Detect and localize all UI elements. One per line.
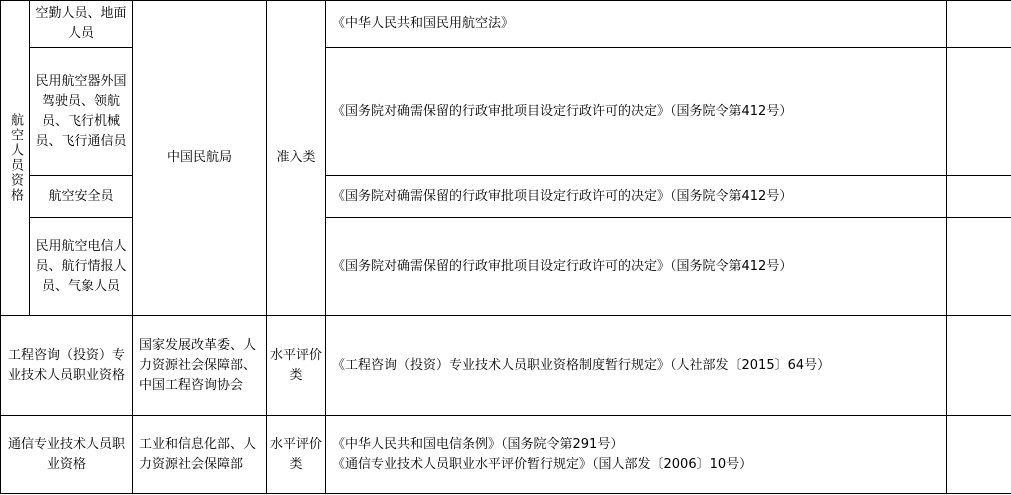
basis-line: 《通信专业技术人员职业水平评价暂行规定》（国人部发〔2006〕10号） — [332, 456, 753, 472]
category-title: 航空人员资格 — [8, 113, 23, 203]
qualification-name: 空勤人员、地面人员 — [30, 1, 133, 48]
remark-cell — [947, 48, 1011, 176]
remark-cell — [947, 316, 1011, 416]
qualification-name: 通信专业技术人员职业资格 — [1, 416, 133, 494]
remark-cell — [947, 416, 1011, 494]
category-cell — [1, 1, 30, 316]
qualification-name: 航空安全员 — [30, 176, 133, 218]
remark-cell — [947, 1, 1011, 48]
basis-line: 《中华人民共和国电信条例》（国务院令第291号） — [332, 436, 624, 452]
type-cell: 水平评价类 — [267, 316, 326, 416]
table-row — [1, 416, 1011, 494]
type-cell: 水平评价类 — [267, 416, 326, 494]
remark-cell — [947, 218, 1011, 316]
table-row — [1, 1, 1011, 48]
basis-cell: 《中华人民共和国民用航空法》 — [326, 1, 947, 48]
basis-cell: 《国务院对确需保留的行政审批项目设定行政许可的决定》（国务院令第412号） — [326, 48, 947, 176]
qualification-name: 民用航空电信人员、航行情报人员、气象人员 — [30, 218, 133, 316]
qualification-name: 民用航空器外国驾驶员、领航员、飞行机械员、飞行通信员 — [30, 48, 133, 176]
basis-cell: 《国务院对确需保留的行政审批项目设定行政许可的决定》（国务院令第412号） — [326, 218, 947, 316]
basis-cell — [326, 416, 947, 494]
qualification-name: 工程咨询（投资）专业技术人员职业资格 — [1, 316, 133, 416]
type-cell: 准入类 — [267, 1, 326, 316]
basis-cell: 《工程咨询（投资）专业技术人员职业资格制度暂行规定》（人社部发〔2015〕64号） — [326, 316, 947, 416]
department-cell: 中国民航局 — [133, 1, 267, 316]
remark-cell — [947, 176, 1011, 218]
department-cell: 国家发展改革委、人力资源社会保障部、中国工程咨询协会 — [133, 316, 267, 416]
department-cell: 工业和信息化部、人力资源社会保障部 — [133, 416, 267, 494]
table-row — [1, 316, 1011, 416]
basis-cell: 《国务院对确需保留的行政审批项目设定行政许可的决定》（国务院令第412号） — [326, 176, 947, 218]
